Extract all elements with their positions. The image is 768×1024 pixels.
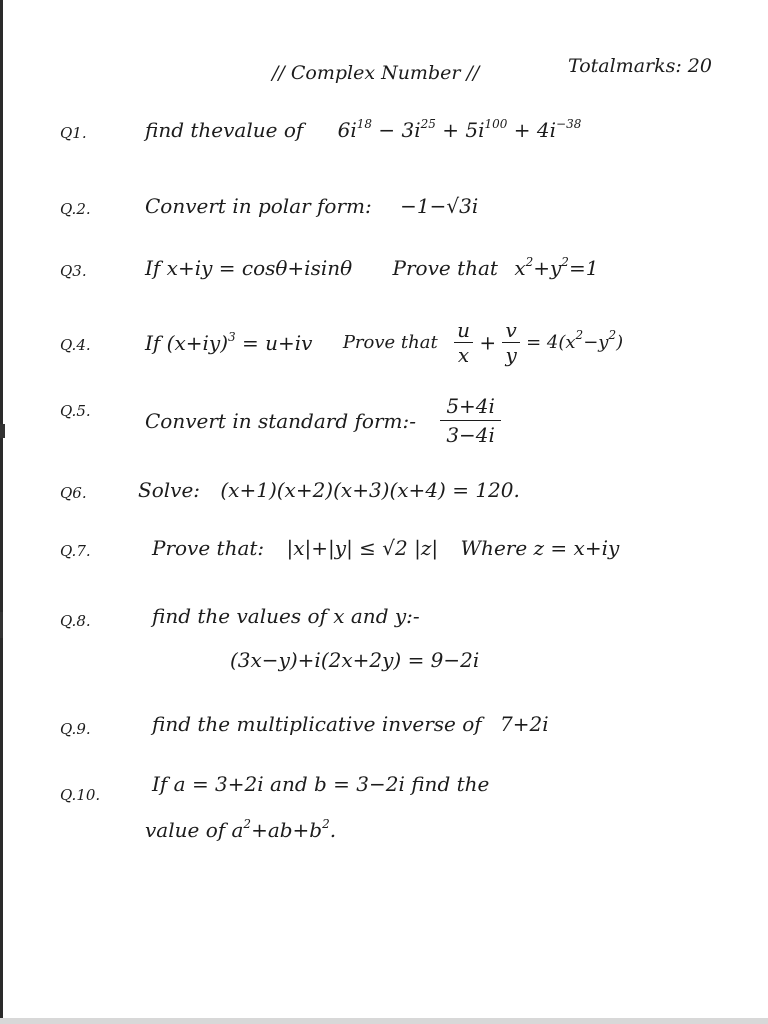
page-left-edge <box>0 0 3 1024</box>
question-text: find thevalue of <box>145 118 304 142</box>
total-marks: Totalmarks: 20 <box>568 55 712 77</box>
question-number: Q.10. <box>60 786 101 804</box>
margin-mark <box>0 612 3 638</box>
question-3-expression: $x^2+y^2=1$ <box>514 255 599 280</box>
question-9-expression: 7+2i <box>500 712 549 736</box>
question-text: Convert in polar form: <box>145 194 372 218</box>
question-9-text <box>152 712 549 736</box>
question-number: Q.5. <box>60 402 91 420</box>
question-text: find the multiplicative inverse of <box>152 712 482 736</box>
question-number: Q1. <box>60 124 87 142</box>
question-4-expression: $\frac{u}{x}$ + $\frac{v}{y}$ = $4(x^2-y^2)$ <box>454 329 623 353</box>
question-1-expression: $6i^{18} - 3i^{25} + 5i^{100} + 4i^{-38}$ <box>337 117 582 142</box>
question-text: If x+iy = cosθ+isinθ <box>145 256 353 280</box>
question-number: Q6. <box>60 484 87 502</box>
question-7-where: Where z = x+iy <box>460 536 620 560</box>
question-4-text <box>145 318 623 367</box>
question-text: Prove that: <box>152 536 265 560</box>
question-7-text <box>152 536 619 560</box>
question-1-text <box>145 118 581 142</box>
question-text: Solve: <box>138 478 201 502</box>
question-2-expression: −1−√3i <box>400 194 479 218</box>
question-number: Q3. <box>60 262 87 280</box>
question-6-expression: (x+1)(x+2)(x+3)(x+4) = 120. <box>220 478 520 502</box>
question-5-text <box>145 394 501 447</box>
margin-mark <box>0 424 5 438</box>
question-number: Q.4. <box>60 336 91 354</box>
question-7-expression: |x|+|y| ≤ √2 |z| <box>286 536 439 560</box>
question-number: Q.8. <box>60 612 91 630</box>
question-8-expression: (3x−y)+i(2x+2y) = 9−2i <box>230 648 480 672</box>
question-number: Q.7. <box>60 542 91 560</box>
question-3-text <box>145 256 598 280</box>
question-text: Convert in standard form:- <box>145 408 416 433</box>
question-6-text <box>138 478 520 502</box>
question-text: find the values of x and y:- <box>152 604 420 628</box>
page-bottom-edge <box>0 1018 768 1024</box>
prove-label: Prove that <box>392 256 498 280</box>
question-text: If a = 3+2i and b = 3−2i find the <box>152 772 490 796</box>
question-10-line-2: value of $a^2+ab+b^2$. <box>145 817 337 842</box>
question-text: If $(x+iy)^3 = u+iv$ <box>145 329 313 355</box>
question-number: Q.9. <box>60 720 91 738</box>
question-number: Q.2. <box>60 200 91 218</box>
question-2-text <box>145 194 478 218</box>
question-5-fraction: $\frac{5+4i}{3-4i}$ <box>440 394 501 447</box>
prove-label: Prove that <box>342 332 438 353</box>
page-title: // Complex Number // <box>272 62 480 84</box>
